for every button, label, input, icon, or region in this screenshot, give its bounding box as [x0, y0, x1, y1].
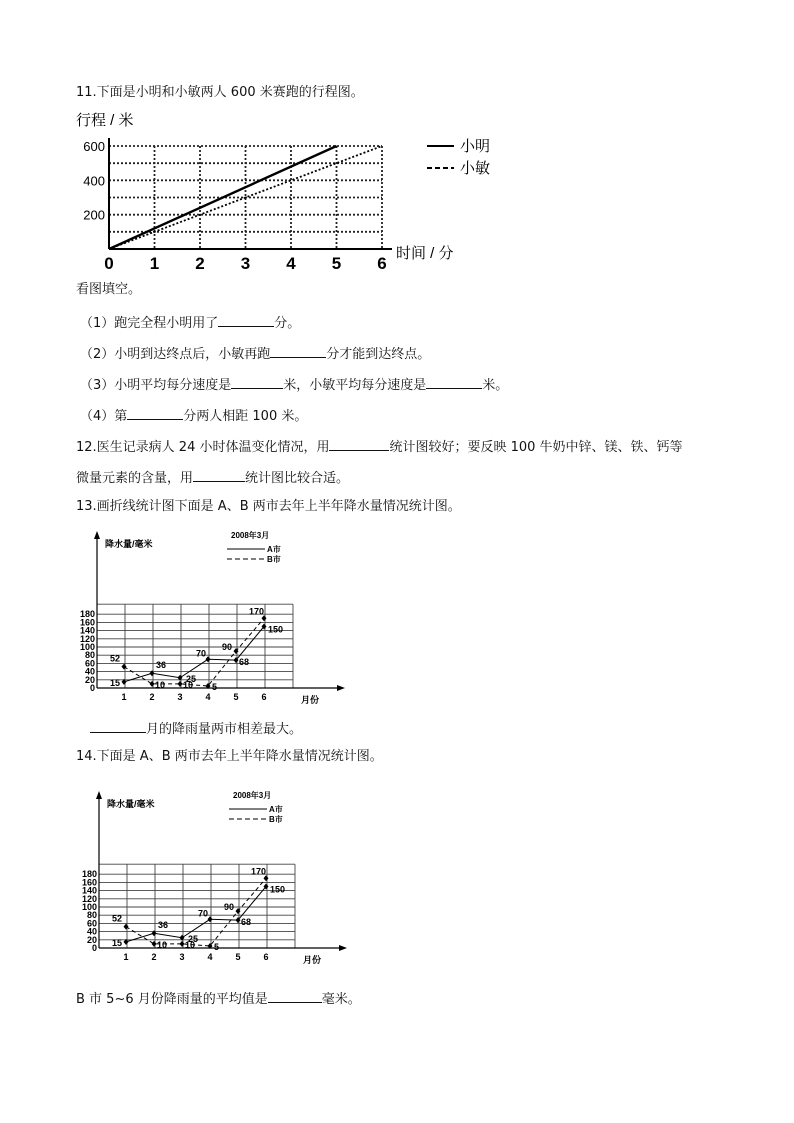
- y-tick-label: 0: [91, 943, 97, 953]
- data-point: [150, 681, 155, 687]
- q11-item-2-pre: （2）小明到达终点后，小敏再跑: [80, 347, 271, 362]
- legend-label: A市: [269, 805, 283, 814]
- x-tick-label: 5: [233, 692, 239, 702]
- q11-item-3: [80, 374, 508, 395]
- q11-item-4-post: 分两人相距 100 米。: [183, 409, 308, 424]
- x-axis-arrow: [337, 685, 345, 691]
- data-label: 150: [268, 624, 284, 635]
- q13-answer: [90, 718, 302, 739]
- x-axis-arrow: [339, 945, 347, 951]
- y-tick-label: 180: [81, 869, 97, 880]
- x-tick-label: 1: [149, 254, 160, 273]
- y-tick-label: 160: [81, 877, 97, 888]
- q13-answer-post: 月的降雨量两市相差最大。: [146, 722, 303, 737]
- data-label: 5: [214, 941, 220, 952]
- q11-item-4: [80, 405, 307, 426]
- legend-label: A市: [267, 545, 281, 554]
- data-label: 25: [186, 673, 197, 684]
- y-tick-label: 160: [79, 617, 95, 628]
- data-label: 170: [249, 606, 265, 617]
- y-tick-label: 100: [79, 642, 95, 652]
- data-point: [124, 924, 129, 930]
- y-axis-label: 降水量/毫米: [105, 539, 153, 549]
- q14-answer: [76, 988, 361, 1009]
- x-tick-label: 5: [235, 952, 241, 962]
- q14-title: 14.下面是 A、B 两市去年上半年降水量情况统计图。: [76, 749, 383, 764]
- y-tick-label: 400: [83, 173, 105, 189]
- q14-answer-pre: B 市 5~6 月份降雨量的平均值是: [76, 992, 268, 1007]
- q11-item-1: [80, 312, 300, 333]
- q12-line-2-pre: 微量元素的含量，用: [76, 471, 194, 486]
- data-point: [206, 656, 211, 662]
- data-point: [178, 681, 183, 687]
- data-point: [180, 941, 185, 947]
- y-tick-label: 200: [83, 207, 105, 223]
- y-tick-label: 180: [79, 609, 95, 620]
- data-label: 25: [188, 933, 199, 944]
- data-label: 170: [251, 866, 267, 877]
- q11-prompt: 看图填空。: [76, 282, 142, 297]
- y-tick-label: 100: [81, 902, 97, 912]
- y-tick-label: 140: [79, 625, 95, 636]
- q14-answer-post: 毫米。: [321, 992, 361, 1007]
- data-label: 68: [239, 657, 250, 668]
- x-tick-label: 6: [263, 952, 269, 962]
- data-label: 10: [157, 939, 168, 950]
- x-tick-label: 4: [205, 692, 211, 702]
- q12-line-2: [76, 467, 349, 488]
- q12-line-2-post: 统计图比较合适。: [245, 471, 350, 486]
- legend-label: 小明: [460, 138, 491, 155]
- data-point: [152, 930, 157, 936]
- y-tick-label: 80: [84, 650, 95, 661]
- q11-item-3-post: 米。: [482, 378, 509, 393]
- data-label: 150: [270, 884, 286, 895]
- y-tick-label: 120: [81, 893, 97, 904]
- y-tick-label: 60: [86, 918, 97, 929]
- x-tick-label: 4: [286, 254, 296, 273]
- q11-item-1-post: 分。: [274, 316, 301, 331]
- data-label: 70: [198, 908, 209, 919]
- x-tick-label: 6: [377, 254, 387, 273]
- answer-blank[interactable]: [329, 436, 389, 451]
- data-label: 68: [241, 917, 252, 928]
- data-label: 70: [196, 648, 207, 659]
- x-tick-label: 3: [177, 692, 183, 702]
- y-tick-label: 20: [86, 934, 97, 945]
- y-tick-label: 80: [86, 910, 97, 921]
- answer-blank[interactable]: [218, 312, 274, 327]
- answer-blank[interactable]: [90, 718, 146, 733]
- x-tick-label: 3: [179, 952, 185, 962]
- q11-item-4-pre: （4）第: [80, 409, 128, 424]
- x-tick-label: 0: [104, 254, 114, 273]
- y-axis-label: 行程 / 米: [76, 112, 134, 129]
- y-tick-label: 20: [84, 674, 95, 685]
- answer-blank[interactable]: [270, 343, 326, 358]
- data-label: 15: [112, 937, 123, 948]
- data-label: 52: [112, 913, 123, 924]
- x-tick-label: 6: [261, 692, 267, 702]
- x-axis-label: 月份: [303, 955, 322, 965]
- q13-title: 13.画折线统计图下面是 A、B 两市去年上半年降水量情况统计图。: [76, 499, 461, 514]
- data-label: 36: [158, 920, 169, 931]
- q11-title: 11.下面是小明和小敏两人 600 米赛跑的行程图。: [76, 85, 364, 100]
- legend-title: 2008年3月: [233, 791, 272, 800]
- x-tick-label: 4: [207, 952, 213, 962]
- legend-label: B市: [269, 815, 283, 824]
- y-tick-label: 40: [86, 926, 97, 937]
- data-point: [122, 664, 127, 670]
- x-tick-label: 1: [121, 692, 127, 702]
- x-axis-label: 月份: [301, 695, 320, 705]
- answer-blank[interactable]: [193, 467, 245, 482]
- data-label: 10: [183, 679, 194, 690]
- y-axis-arrow: [96, 791, 102, 799]
- q11-item-2-post: 分才能到达终点。: [326, 347, 431, 362]
- x-tick-label: 1: [123, 952, 129, 962]
- y-tick-label: 600: [83, 139, 105, 154]
- distance-time-chart: [72, 108, 492, 273]
- data-point: [152, 941, 157, 947]
- answer-blank[interactable]: [426, 374, 482, 389]
- legend-title: 2008年3月: [231, 531, 270, 540]
- x-tick-label: 2: [195, 254, 205, 273]
- q12-line-1-pre: 12.医生记录病人 24 小时体温变化情况，用: [76, 440, 330, 455]
- q12-line-1: [76, 436, 683, 457]
- legend-label: 小敏: [460, 160, 491, 177]
- data-label: 15: [110, 677, 121, 688]
- data-label: 90: [222, 642, 233, 653]
- q11-item-1-pre: （1）跑完全程小明用了: [80, 316, 219, 331]
- legend-label: B市: [267, 555, 281, 564]
- y-axis-arrow: [94, 531, 100, 539]
- x-axis-label: 时间 / 分: [396, 245, 454, 262]
- y-tick-label: 120: [79, 633, 95, 644]
- answer-blank[interactable]: [127, 405, 183, 420]
- x-tick-label: 2: [151, 952, 157, 962]
- x-tick-label: 5: [331, 254, 342, 273]
- data-label: 10: [185, 939, 196, 950]
- q11-item-3-mid: 米，小敏平均每分速度是: [283, 378, 427, 393]
- answer-blank[interactable]: [268, 988, 322, 1003]
- q11-item-3-pre: （3）小明平均每分速度是: [80, 378, 232, 393]
- rainfall-chart-q13: [80, 525, 350, 710]
- data-label: 36: [156, 660, 167, 671]
- answer-blank[interactable]: [231, 374, 283, 389]
- y-tick-label: 0: [89, 683, 95, 693]
- data-label: 10: [155, 679, 166, 690]
- x-tick-label: 2: [149, 692, 155, 702]
- data-label: 52: [110, 653, 121, 664]
- y-tick-label: 40: [84, 666, 95, 677]
- y-tick-label: 60: [84, 658, 95, 669]
- data-label: 5: [212, 681, 218, 692]
- data-label: 90: [224, 902, 235, 913]
- y-tick-label: 140: [81, 885, 97, 896]
- q12-line-1-post: 统计图较好；要反映 100 牛奶中锌、镁、铁、钙等: [389, 440, 683, 455]
- data-point: [150, 670, 155, 676]
- q11-item-2: [80, 343, 430, 364]
- y-axis-label: 降水量/毫米: [107, 799, 155, 809]
- x-tick-label: 3: [240, 254, 251, 273]
- rainfall-chart-q14: [80, 785, 355, 970]
- data-point: [208, 916, 213, 922]
